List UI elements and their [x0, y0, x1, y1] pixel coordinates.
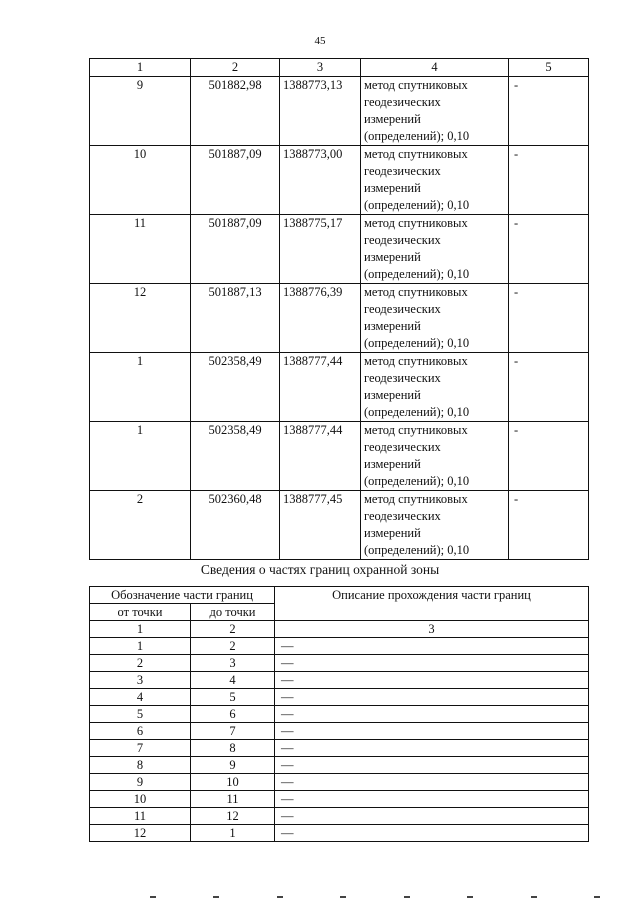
from-point: 11: [90, 808, 191, 825]
method-line: измерений: [364, 526, 421, 540]
part-description: —: [275, 774, 589, 791]
part-description: —: [275, 740, 589, 757]
method-line: (определений); 0,10: [364, 267, 470, 281]
part-description: —: [275, 706, 589, 723]
table-row: [90, 77, 589, 146]
from-point: 4: [90, 689, 191, 706]
page-number: 45: [314, 35, 326, 47]
table-row: [90, 774, 589, 791]
parts-header-row: [90, 587, 589, 604]
point-number: 12: [90, 284, 191, 353]
coordinate-x: 502360,48: [191, 491, 280, 560]
table-row: [90, 723, 589, 740]
header-description: Описание прохождения части границ: [275, 587, 589, 621]
to-point: 2: [191, 638, 275, 655]
header-to-point: до точки: [191, 604, 275, 621]
coordinate-x: 501887,09: [191, 146, 280, 215]
table-row: [90, 757, 589, 774]
coordinate-y: 1388773,13: [280, 77, 361, 146]
method-line: (определений); 0,10: [364, 129, 470, 143]
coordinate-y: 1388777,45: [280, 491, 361, 560]
method-description: [361, 284, 509, 353]
to-point: 4: [191, 672, 275, 689]
method-line: геодезических: [364, 95, 441, 109]
note: -: [509, 422, 589, 491]
note: -: [509, 215, 589, 284]
point-number: 1: [90, 353, 191, 422]
from-point: 2: [90, 655, 191, 672]
method-line: (определений); 0,10: [364, 543, 470, 557]
note: -: [509, 146, 589, 215]
method-line: измерений: [364, 250, 421, 264]
header-from-point: от точки: [90, 604, 191, 621]
part-description: —: [275, 723, 589, 740]
table-row: [90, 808, 589, 825]
header-boundary-part: Обозначение части границ: [90, 587, 275, 604]
note: -: [509, 284, 589, 353]
table-row: [90, 284, 589, 353]
coordinate-x: 502358,49: [191, 353, 280, 422]
table-row: [90, 655, 589, 672]
method-line: метод спутниковых: [364, 147, 468, 161]
part-description: —: [275, 791, 589, 808]
table-row: [90, 353, 589, 422]
method-line: метод спутниковых: [364, 492, 468, 506]
method-line: измерений: [364, 112, 421, 126]
from-point: 7: [90, 740, 191, 757]
part-description: —: [275, 825, 589, 842]
col-header-1: 1: [90, 59, 191, 77]
method-line: (определений); 0,10: [364, 474, 470, 488]
table-row: [90, 638, 589, 655]
coordinates-table: [89, 58, 589, 560]
point-number: 10: [90, 146, 191, 215]
to-point: 7: [191, 723, 275, 740]
coordinate-y: 1388777,44: [280, 353, 361, 422]
method-line: измерений: [364, 319, 421, 333]
coordinate-x: 501887,13: [191, 284, 280, 353]
coordinate-y: 1388776,39: [280, 284, 361, 353]
method-line: метод спутниковых: [364, 354, 468, 368]
table-row: [90, 215, 589, 284]
point-number: 9: [90, 77, 191, 146]
coordinate-x: 502358,49: [191, 422, 280, 491]
table-row: [90, 706, 589, 723]
numbering-2: 2: [191, 621, 275, 638]
col-header-3: 3: [280, 59, 361, 77]
from-point: 5: [90, 706, 191, 723]
method-line: (определений); 0,10: [364, 405, 470, 419]
method-line: геодезических: [364, 440, 441, 454]
coordinate-y: 1388773,00: [280, 146, 361, 215]
note: -: [509, 491, 589, 560]
cut-off-footer-text: [150, 896, 600, 899]
method-line: геодезических: [364, 233, 441, 247]
method-line: геодезических: [364, 302, 441, 316]
method-description: [361, 215, 509, 284]
table-row: [90, 146, 589, 215]
method-line: измерений: [364, 388, 421, 402]
coordinate-x: 501887,09: [191, 215, 280, 284]
coordinate-y: 1388775,17: [280, 215, 361, 284]
point-number: 2: [90, 491, 191, 560]
parts-numbering-row: [90, 621, 589, 638]
to-point: 8: [191, 740, 275, 757]
col-header-2: 2: [191, 59, 280, 77]
table-row: [90, 422, 589, 491]
part-description: —: [275, 757, 589, 774]
method-description: [361, 77, 509, 146]
from-point: 10: [90, 791, 191, 808]
from-point: 1: [90, 638, 191, 655]
col-header-4: 4: [361, 59, 509, 77]
to-point: 11: [191, 791, 275, 808]
to-point: 12: [191, 808, 275, 825]
method-description: [361, 422, 509, 491]
method-line: метод спутниковых: [364, 423, 468, 437]
table-row: [90, 825, 589, 842]
point-number: 1: [90, 422, 191, 491]
coordinate-x: 501882,98: [191, 77, 280, 146]
method-line: измерений: [364, 457, 421, 471]
part-description: —: [275, 689, 589, 706]
numbering-3: 3: [275, 621, 589, 638]
to-point: 5: [191, 689, 275, 706]
point-number: 11: [90, 215, 191, 284]
part-description: —: [275, 672, 589, 689]
part-description: —: [275, 638, 589, 655]
from-point: 9: [90, 774, 191, 791]
method-line: метод спутниковых: [364, 285, 468, 299]
part-description: —: [275, 655, 589, 672]
numbering-1: 1: [90, 621, 191, 638]
table-row: [90, 791, 589, 808]
note: -: [509, 77, 589, 146]
method-line: геодезических: [364, 509, 441, 523]
to-point: 3: [191, 655, 275, 672]
to-point: 9: [191, 757, 275, 774]
table-row: [90, 689, 589, 706]
method-line: геодезических: [364, 164, 441, 178]
method-line: (определений); 0,10: [364, 336, 470, 350]
method-description: [361, 353, 509, 422]
to-point: 6: [191, 706, 275, 723]
method-line: метод спутниковых: [364, 78, 468, 92]
method-line: (определений); 0,10: [364, 198, 470, 212]
note: -: [509, 353, 589, 422]
to-point: 10: [191, 774, 275, 791]
section-title: Сведения о частях границ охранной зоны: [200, 562, 440, 577]
method-line: измерений: [364, 181, 421, 195]
table-row: [90, 672, 589, 689]
method-line: метод спутниковых: [364, 216, 468, 230]
table-row: [90, 491, 589, 560]
boundary-parts-table: [89, 586, 589, 842]
part-description: —: [275, 808, 589, 825]
method-description: [361, 146, 509, 215]
from-point: 6: [90, 723, 191, 740]
table-row: [90, 740, 589, 757]
method-description: [361, 491, 509, 560]
method-line: геодезических: [364, 371, 441, 385]
coordinate-y: 1388777,44: [280, 422, 361, 491]
from-point: 3: [90, 672, 191, 689]
from-point: 8: [90, 757, 191, 774]
col-header-5: 5: [509, 59, 589, 77]
from-point: 12: [90, 825, 191, 842]
coordinates-header-row: [90, 59, 589, 77]
to-point: 1: [191, 825, 275, 842]
